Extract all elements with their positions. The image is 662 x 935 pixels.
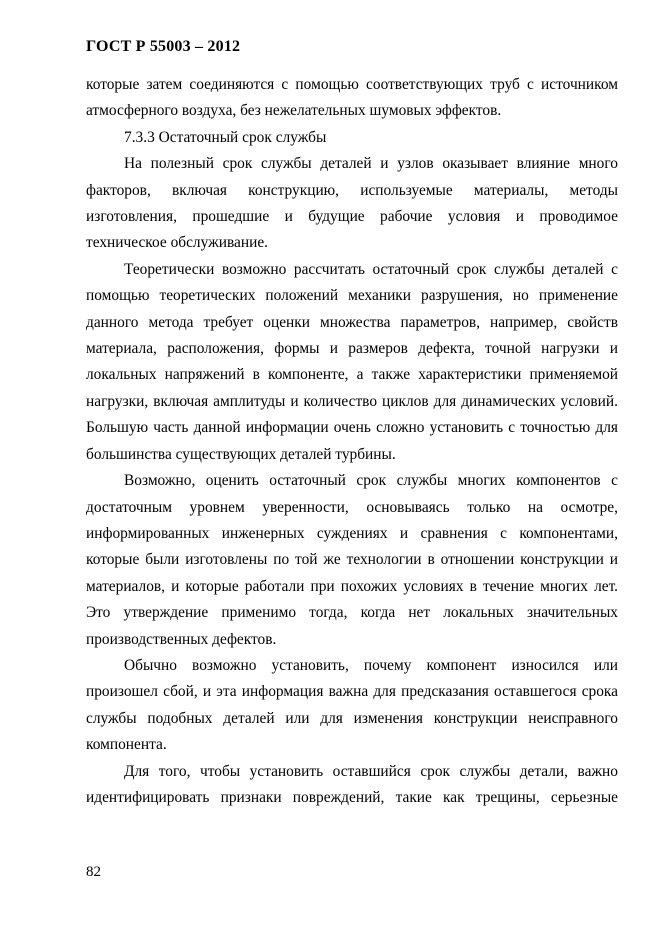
paragraph: Обычно возможно установить, почему компонент износился или произошел сбой, и эта информация важна для предсказания оставшегося срока службы подобных деталей или для изменения конструкции неисправного компонента. <box>86 656 618 754</box>
document-header: ГОСТ Р 55003 – 2012 <box>86 38 241 55</box>
paragraph: Теоретически возможно рассчитать остаточный срок службы деталей с помощью теоретических положений механики разрушения, но применение данного метода требует оценки множества параметров, например, свойств материала, расположения, формы и размеров дефекта, точной нагрузки и локальных напряжений в компоненте, а также характеристики применяемой нагрузки, включая амплитуды и количество циклов для динамических условий. Большую часть данной информации очень сложно установить с точностью для большинства существующих деталей турбины. <box>86 260 618 463</box>
section-heading: 7.3.3 Остаточный срок службы <box>124 128 327 146</box>
page-number: 82 <box>86 864 101 880</box>
paragraph: Для того, чтобы установить оставшийся срок службы детали, важно идентифицировать признаки повреждений, такие как трещины, серьезные <box>86 762 618 806</box>
paragraph: Возможно, оценить остаточный срок службы многих компонентов с достаточным уровнем уверенности, основываясь только на осмотре, информированных инженерных суждениях и сравнения с компонентами, которые были изготовлены по той же технологии в отношении конструкции и материалов, и которые работали при похожих условиях в течение многих лет. Это утверждение применимо тогда, когда нет локальных значительных производственных дефектов. <box>86 472 618 648</box>
paragraph-continuation: которые затем соединяются с помощью соответствующих труб с источником атмосферного воздуха, без нежелательных шумовых эффектов. <box>86 76 618 120</box>
document-body <box>86 72 618 811</box>
paragraph: На полезный срок службы деталей и узлов оказывает влияние много факторов, включая конструкцию, используемые материалы, методы изготовления, прошедшие и будущие рабочие условия и проводимое техническое обслуживание. <box>86 155 618 252</box>
